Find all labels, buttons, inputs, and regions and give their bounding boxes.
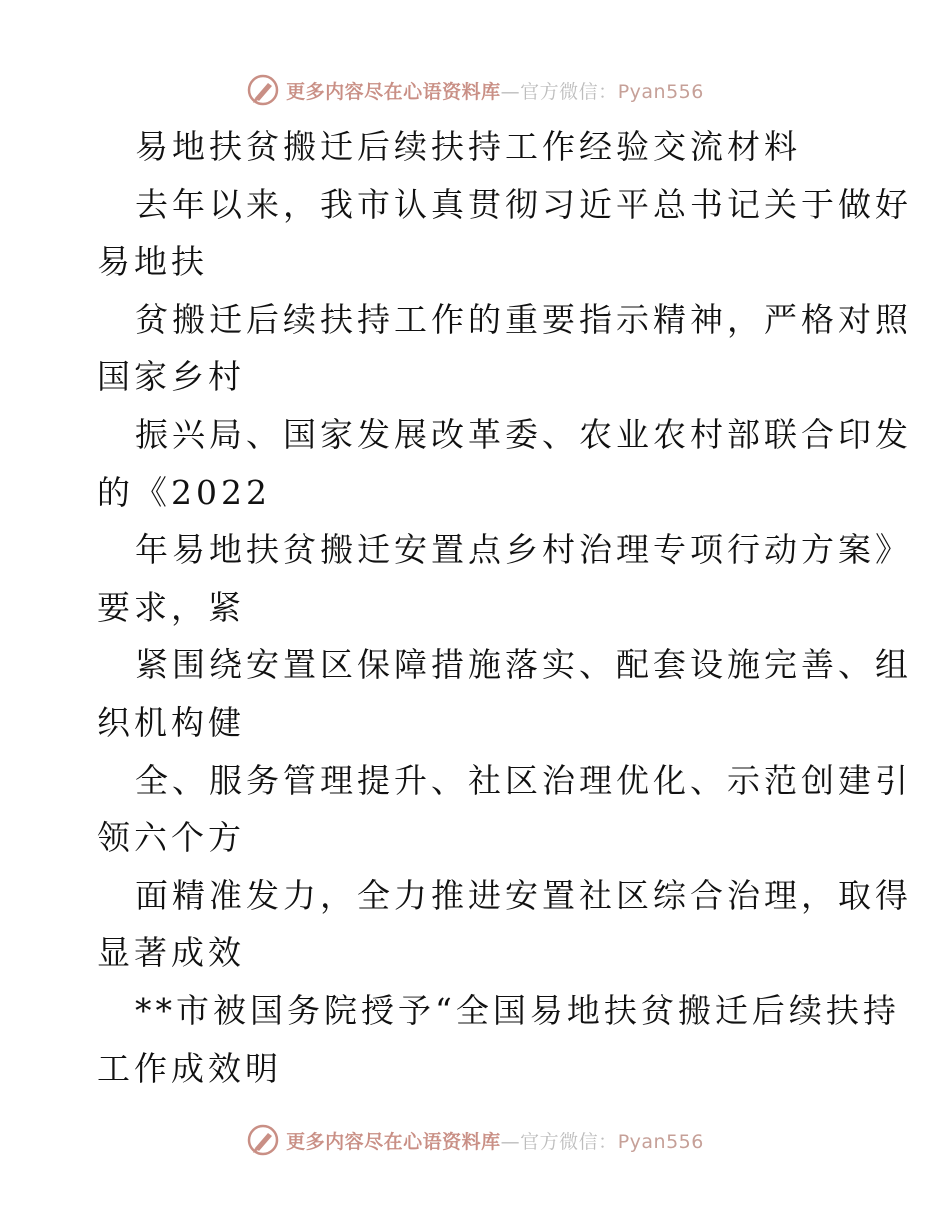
watermark-main: 更多内容尽在心语资料库 [286, 1130, 501, 1153]
pen-logo-icon [246, 1123, 280, 1157]
text-line: **市被国务院授予“全国易地扶贫搬迁后续扶持 [135, 990, 900, 1030]
text-line: 年易地扶贫搬迁安置点乡村治理专项行动方案》 [135, 530, 912, 570]
watermark-text [286, 1127, 704, 1154]
watermark-sub: —官方微信： [500, 80, 618, 103]
pen-logo-icon [246, 73, 280, 107]
text-line: 易地扶 [97, 242, 208, 282]
document-body [97, 118, 912, 1097]
watermark-id: Pyan556 [617, 80, 704, 103]
text-line: 的《2022 [97, 472, 271, 512]
document-title: 易地扶贫搬迁后续扶持工作经验交流材料 [135, 127, 801, 166]
header-watermark [0, 70, 950, 110]
text-line: 贫搬迁后续扶持工作的重要指示精神，严格对照 [135, 299, 912, 339]
text-line: 振兴局、国家发展改革委、农业农村部联合印发 [135, 414, 912, 454]
watermark-id: Pyan556 [617, 1130, 704, 1153]
text-line: 织机构健 [97, 702, 245, 742]
watermark-text [286, 77, 704, 104]
text-line: 国家乡村 [97, 357, 245, 397]
text-line: 要求，紧 [97, 587, 245, 627]
watermark-sub: —官方微信： [500, 1130, 618, 1153]
footer-watermark [0, 1120, 950, 1160]
text-line: 全、服务管理提升、社区治理优化、示范创建引 [135, 760, 912, 800]
text-line: 领六个方 [97, 818, 245, 858]
watermark-main: 更多内容尽在心语资料库 [286, 80, 501, 103]
text-line: 工作成效明 [97, 1048, 282, 1088]
text-line: 面精准发力，全力推进安置社区综合治理，取得 [135, 875, 912, 915]
text-line: 显著成效 [97, 933, 245, 973]
text-line: 紧围绕安置区保障措施落实、配套设施完善、组 [135, 645, 912, 685]
text-line: 去年以来，我市认真贯彻习近平总书记关于做好 [135, 184, 912, 224]
